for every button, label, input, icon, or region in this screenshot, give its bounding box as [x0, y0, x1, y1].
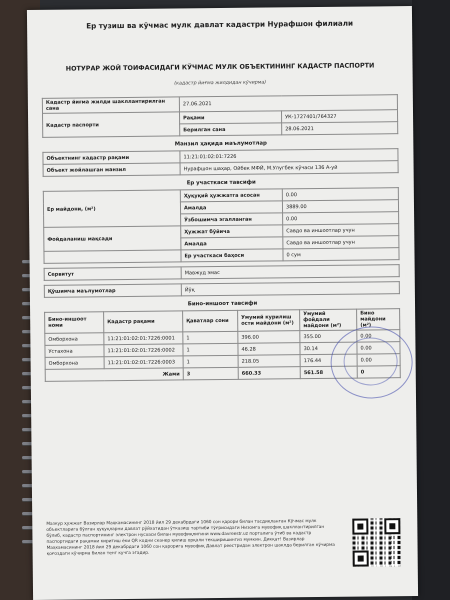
extra-info-label: Қўшимча маълумотлар [44, 284, 181, 297]
document-title: НОТУРАР ЖОЙ ТОИФАСИДАГИ КЎЧМАС МУЛК ОБЪЕКТИНИНГ КАДАСТР ПАСПОРТИ [65, 61, 375, 73]
buildings-header-name: Бино-иншоот номи [45, 312, 104, 334]
land-use-label: Фойдаланиш мақсади [44, 226, 181, 251]
passport-date-label: Берилган сана [180, 123, 282, 136]
building-area: 0.00 [357, 354, 400, 366]
land-area-legal-label: Ҳуқуқий ҳужжатга асосан [180, 189, 282, 202]
land-value-sublabel: Ер участкаси баҳоси [181, 249, 283, 262]
total-label: Жами [45, 368, 183, 381]
building-cadastral: 11:21:01:02:01:7226:0001 [104, 332, 183, 345]
land-use-document-value: Савдо ва иншоотлар учун [283, 224, 399, 237]
cadastral-number-value: 11:21:01:02:01:7226 [180, 149, 398, 163]
land-area-actual-label: Амалда [180, 201, 282, 214]
buildings-header-area: Бино майдони (м²) [357, 309, 400, 330]
passport-label: Кадастр паспорти [43, 112, 180, 137]
passport-date-value: 28.06.2021 [282, 122, 398, 135]
background-right [412, 0, 450, 600]
land-use-actual-label: Амалда [181, 237, 283, 250]
building-footprint: 46.28 [238, 343, 300, 356]
servitude-value: Мавжуд эмас [181, 265, 399, 279]
object-address-value: Нурафшон шаҳар, Ойбек МФЙ, М.Улугбек кўчаси 136 А-уй [180, 161, 398, 175]
building-useful: 355.00 [300, 330, 357, 343]
document-page [27, 6, 418, 600]
building-name: Омборхона [45, 357, 104, 370]
building-cadastral: 11:21:01:02:01:7226:0003 [104, 356, 183, 369]
official-stamp [330, 326, 413, 399]
registry-value: 27.06.2021 [179, 95, 397, 112]
building-area: 0.00 [357, 342, 400, 354]
address-table [42, 148, 398, 177]
passport-number-label: Рақами [179, 111, 281, 124]
passport-number-value: УК-1727401/764327 [281, 110, 397, 123]
building-name: Устахона [45, 345, 104, 358]
land-section-title: Ер участкаси тавсифи [186, 179, 256, 187]
building-footprint: 218.05 [238, 355, 300, 368]
qr-code[interactable] [352, 518, 401, 567]
buildings-header-footprint: Умумий курилиш ости майдони (м²) [238, 310, 300, 332]
total-footprint: 660.33 [238, 367, 300, 380]
servitude-table [44, 264, 400, 281]
servitude-label: Сервитут [44, 267, 181, 280]
registry-label: Кадастр йиғма жилди шакллантирилган сана [42, 97, 179, 113]
land-area-unauthorized-value: 0.00 [283, 212, 399, 225]
building-area: 0.00 [357, 330, 400, 342]
buildings-header-floors: Қаватлар сони [183, 310, 238, 332]
land-area-label: Ер майдони, (м²) [43, 190, 180, 227]
building-footprint: 396.00 [238, 331, 300, 344]
building-cadastral: 11:21:01:02:01:7226:0002 [104, 344, 183, 357]
land-use-actual-value: Савдо ва иншоотлар учун [283, 236, 399, 249]
building-floors: 1 [183, 343, 238, 356]
legal-notes: Мазкур ҳужжат Вазирлар Маҳкамасининг 2018 йил 29 декабрдаги 1060 сон қарори билан тасдиқланган Кўчмас мулк объектларига бўлган ҳуқуқларни давлат рўйхатидан ўтказиш тартиби тўғрисидаги Низомга мувофиқ шакллантирилган бўлиб, кадастр паспортининг электрон нусхаси билан мувофиқлигини www.davreestr.uz порталига ўтиб ва кадастр паспортидаги рақамни киритиш ёки QR кодни сканер қилиш орқали текширишингиз мумкин. Дикқат! Вазирлар Маҳкамасининг 2018 йил 29 декабрдаги 1060 сон қарорига мувофиқ Давлат реестридан электрон шаклда берилган кўчирма қоғоздаги кўчирма билан тенг кучга эгадир. [46, 519, 335, 557]
total-area: 0 [357, 366, 400, 378]
document-subtitle: (кадастр йиғма жилдидан кўчирма) [174, 80, 267, 87]
building-floors: 1 [183, 331, 238, 344]
passport-table [42, 94, 398, 138]
land-table [43, 187, 400, 264]
address-section-title: Манзил ҳақида маълумотлар [174, 140, 267, 148]
land-value-value: 0 сум [283, 248, 399, 261]
land-value-label [44, 250, 181, 263]
extra-info-table [44, 281, 400, 298]
extra-info-value: Йўқ [181, 282, 399, 296]
buildings-header-cadastral: Кадастр рақами [104, 311, 183, 333]
land-area-actual-value: 3889.00 [282, 200, 398, 213]
total-useful: 561.58 [300, 366, 357, 379]
buildings-section-title: Бино-иншоот тавсифи [187, 300, 258, 308]
object-address-label: Объект жойлашган манзил [43, 163, 180, 176]
cadastral-number-label: Объектнинг кадастр рақами [43, 151, 180, 164]
building-name: Омборхона [45, 333, 104, 346]
total-floors: 3 [183, 367, 238, 380]
document-header: Ер тузиш ва кўчмас мулк давлат кадастри Нурафшон филиали [86, 18, 354, 31]
land-use-document-label: Ҳужжат бўйича [181, 225, 283, 238]
building-useful: 176.44 [300, 354, 357, 367]
building-useful: 30.14 [300, 342, 357, 355]
land-area-unauthorized-label: Ўзбошимча эгалланган [181, 213, 283, 226]
land-area-legal-value: 0.00 [282, 188, 398, 201]
buildings-header-useful: Умумий фойдали майдони (м²) [300, 309, 357, 331]
building-floors: 1 [183, 355, 238, 368]
